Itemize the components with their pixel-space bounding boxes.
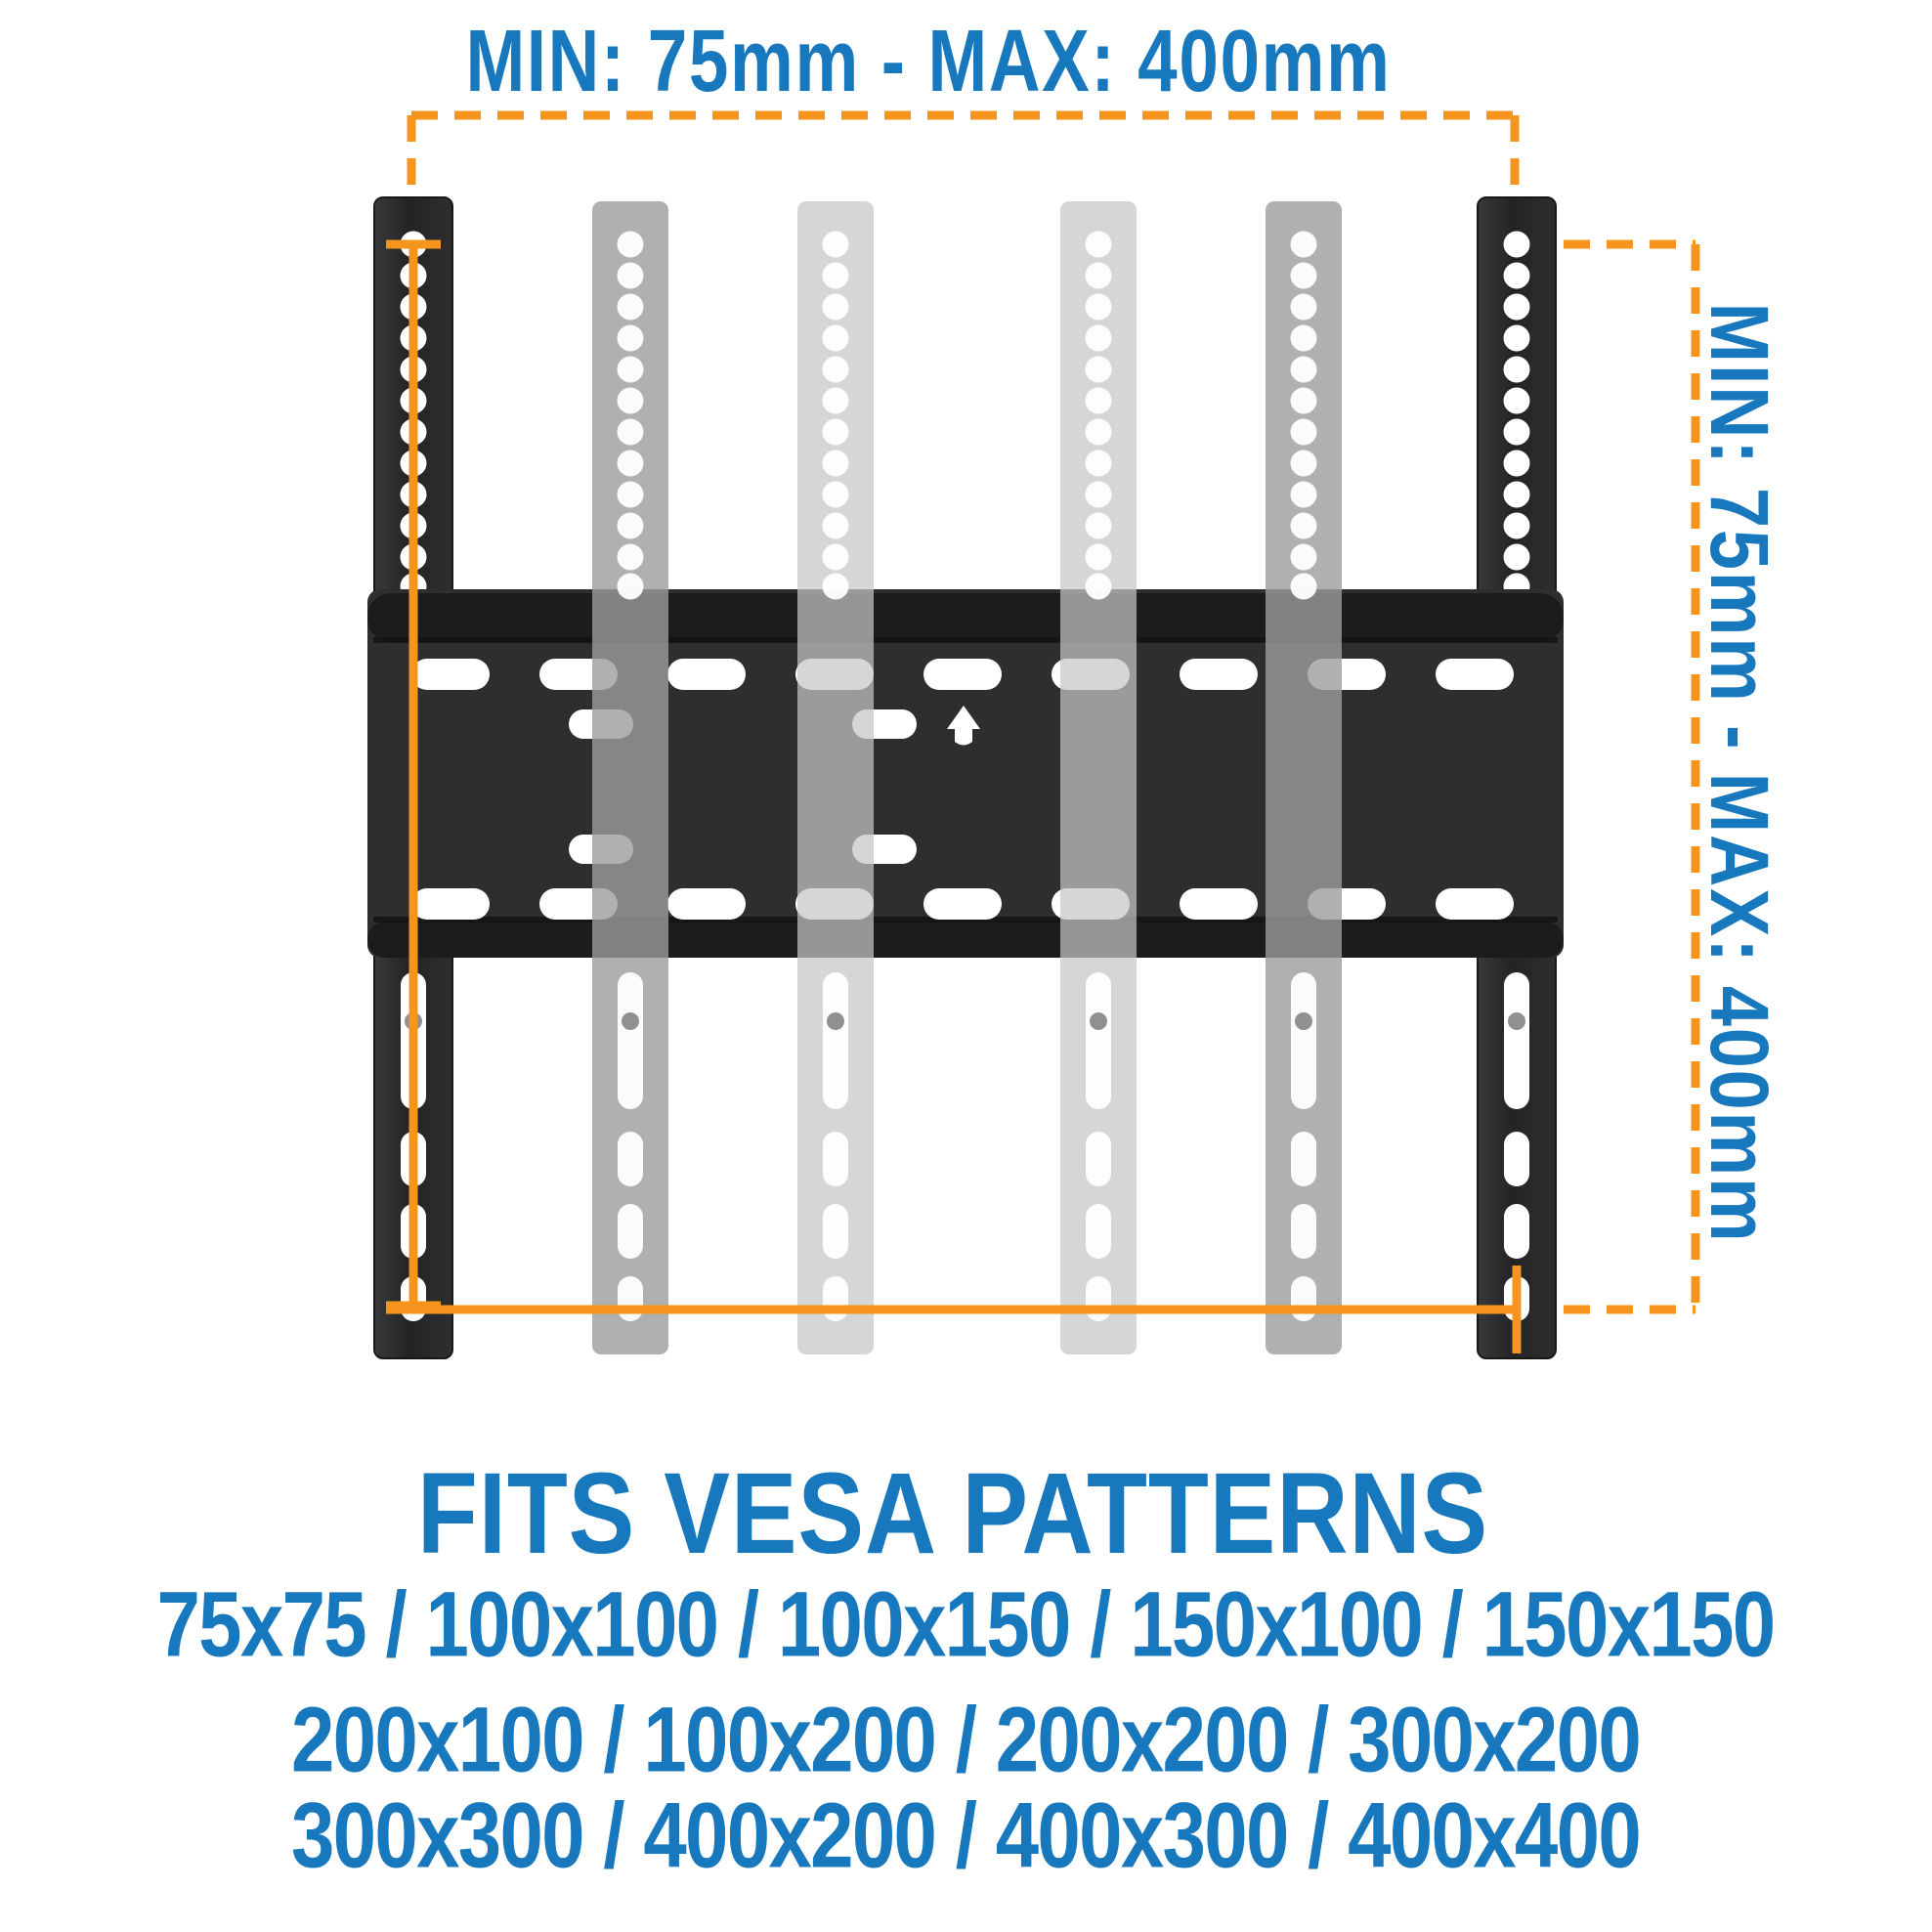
right-dimension-bracket [1564,244,1696,1309]
vesa-patterns-line-2: 200x100 / 100x200 / 200x200 / 300x200 [290,1688,1641,1792]
vesa-patterns-line-3: 300x300 / 400x200 / 400x300 / 400x400 [290,1783,1641,1888]
ghost-arm-1 [592,201,668,1354]
vesa-patterns-line-1: 75x75 / 100x100 / 100x150 / 150x100 / 150x150 [156,1572,1775,1677]
plate-top-slot-row [411,659,1514,690]
top-dimension-label: MIN: 75mm - MAX: 400mm [465,13,1392,110]
horizontal-measure-line [386,1266,1521,1353]
ghost-arm-3 [1060,201,1137,1354]
right-dimension-label: MIN: 75mm - MAX: 400mm [1694,302,1785,1244]
ghost-arm-2 [797,201,874,1354]
wall-plate [367,589,1564,958]
vesa-patterns-heading: FITS VESA PATTERNS [416,1449,1489,1578]
top-dimension-bracket [411,115,1515,201]
plate-bottom-slot-row [411,888,1514,920]
ghost-arm-4 [1266,201,1342,1354]
